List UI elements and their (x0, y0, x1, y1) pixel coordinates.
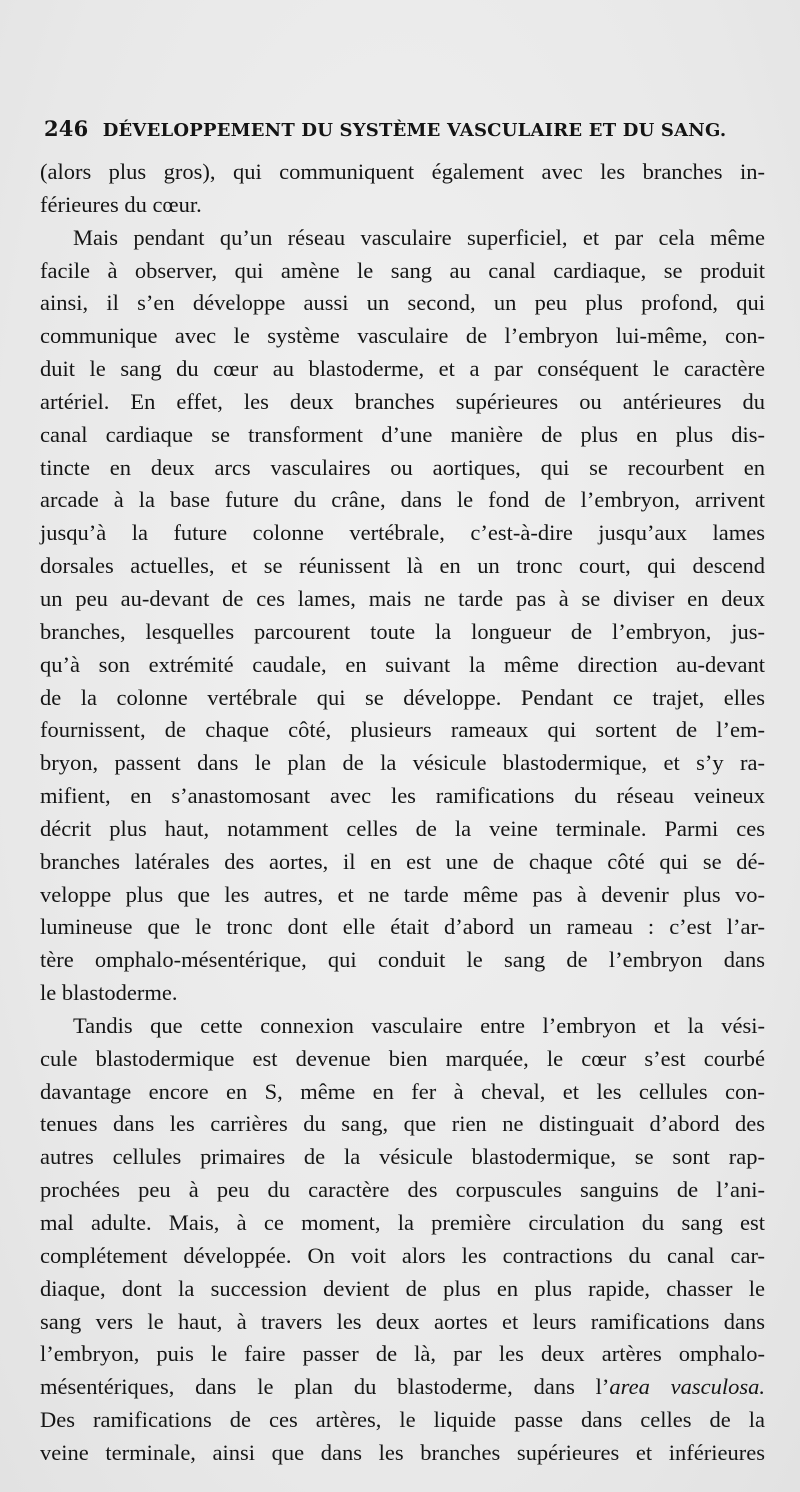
page-number: 246 (44, 116, 89, 141)
text-line: férieures du cœur. (40, 191, 202, 217)
running-head (44, 116, 764, 141)
text-line: qu’à son extrémité caudale, en suivant la même direction au-devant (40, 651, 765, 677)
text-line: bryon, passent dans le plan de la vésicule blastodermique, et s’y ra- (40, 750, 765, 776)
text-line: branches, lesquelles parcourent toute la longueur de l’embryon, jus- (40, 618, 765, 644)
text-line: mifient, en s’anastomosant avec les ramifications du réseau veineux (40, 783, 765, 809)
text-line: fournissent, de chaque côté, plusieurs rameaux qui sortent de l’em- (40, 717, 765, 743)
text-line: tère omphalo-mésentérique, qui conduit le sang de l’embryon dans (40, 947, 765, 973)
text-line: artériel. En effet, les deux branches supérieures ou antérieures du (40, 388, 765, 414)
text-line: diaque, dont la succession devient de plus en plus rapide, chasser le (40, 1275, 765, 1301)
text-line: l’embryon, puis le faire passer de là, par les deux artères omphalo- (40, 1341, 765, 1367)
text-line: autres cellules primaires de la vésicule blastodermique, se sont rap- (40, 1144, 765, 1170)
text-line: complétement développée. On voit alors les contractions du canal car- (40, 1242, 765, 1268)
text-line-with-italic (40, 1371, 765, 1404)
text-line: communique avec le système vasculaire de l’embryon lui-même, con- (40, 323, 765, 349)
text-line: tincte en deux arcs vasculaires ou aortiques, qui se recourbent en (40, 454, 765, 480)
text-line: lumineuse que le tronc dont elle était d’abord un rameau : c’est l’ar- (40, 914, 765, 940)
paragraph-start-line: Tandis que cette connexion vasculaire entre l’embryon et la vési- (73, 1012, 765, 1038)
text-line: sang vers le haut, à travers les deux aortes et leurs ramifications dans (40, 1308, 765, 1334)
text-segment: mésentériques, dans le plan du blastoderme, dans l’ (40, 1374, 610, 1400)
text-line: décrit plus haut, notamment celles de la veine terminale. Parmi ces (40, 815, 765, 841)
text-line: Des ramifications de ces artères, le liquide passe dans celles de la (40, 1407, 765, 1433)
text-line: le blastoderme. (40, 980, 178, 1006)
text-line: tenues dans les carrières du sang, que rien ne distinguait d’abord des (40, 1111, 765, 1137)
text-line: arcade à la base future du crâne, dans le fond de l’embryon, arrivent (40, 487, 765, 513)
text-line: (alors plus gros), qui communiquent également avec les branches in- (40, 159, 765, 184)
text-line: davantage encore en S, même en fer à cheval, et les cellules con- (40, 1078, 765, 1104)
text-line: un peu au-devant de ces lames, mais ne tarde pas à se diviser en deux (40, 585, 765, 611)
text-line: prochées peu à peu du caractère des corpuscules sanguins de l’ani- (40, 1177, 765, 1203)
body-text (40, 156, 765, 1470)
italic-term: area vasculosa. (609, 1374, 765, 1400)
paragraph-start-line: Mais pendant qu’un réseau vasculaire superficiel, et par cela même (73, 224, 765, 250)
text-line: dorsales actuelles, et se réunissent là en un tronc court, qui descend (40, 553, 765, 579)
text-line: veloppe plus que les autres, et ne tarde même pas à devenir plus vo- (40, 881, 765, 907)
text-line: veine terminale, ainsi que dans les branches supérieures et inférieures (40, 1439, 765, 1465)
text-line: duit le sang du cœur au blastoderme, et a par conséquent le caractère (40, 356, 765, 382)
text-line: jusqu’à la future colonne vertébrale, c’est-à-dire jusqu’aux lames (40, 520, 765, 546)
text-line: cule blastodermique est devenue bien marquée, le cœur s’est courbé (40, 1045, 765, 1071)
text-line: branches latérales des aortes, il en est une de chaque côté qui se dé- (40, 848, 765, 874)
text-line: facile à observer, qui amène le sang au canal cardiaque, se produit (40, 257, 765, 283)
text-line: ainsi, il s’en développe aussi un second, un peu plus profond, qui (40, 290, 765, 316)
text-line: mal adulte. Mais, à ce moment, la première circulation du sang est (40, 1210, 765, 1235)
text-line: canal cardiaque se transforment d’une manière de plus en plus dis- (40, 421, 765, 447)
text-line: de la colonne vertébrale qui se développe. Pendant ce trajet, elles (40, 684, 765, 710)
running-title: DÉVELOPPEMENT DU SYSTÈME VASCULAIRE ET DU SANG. (102, 120, 727, 141)
